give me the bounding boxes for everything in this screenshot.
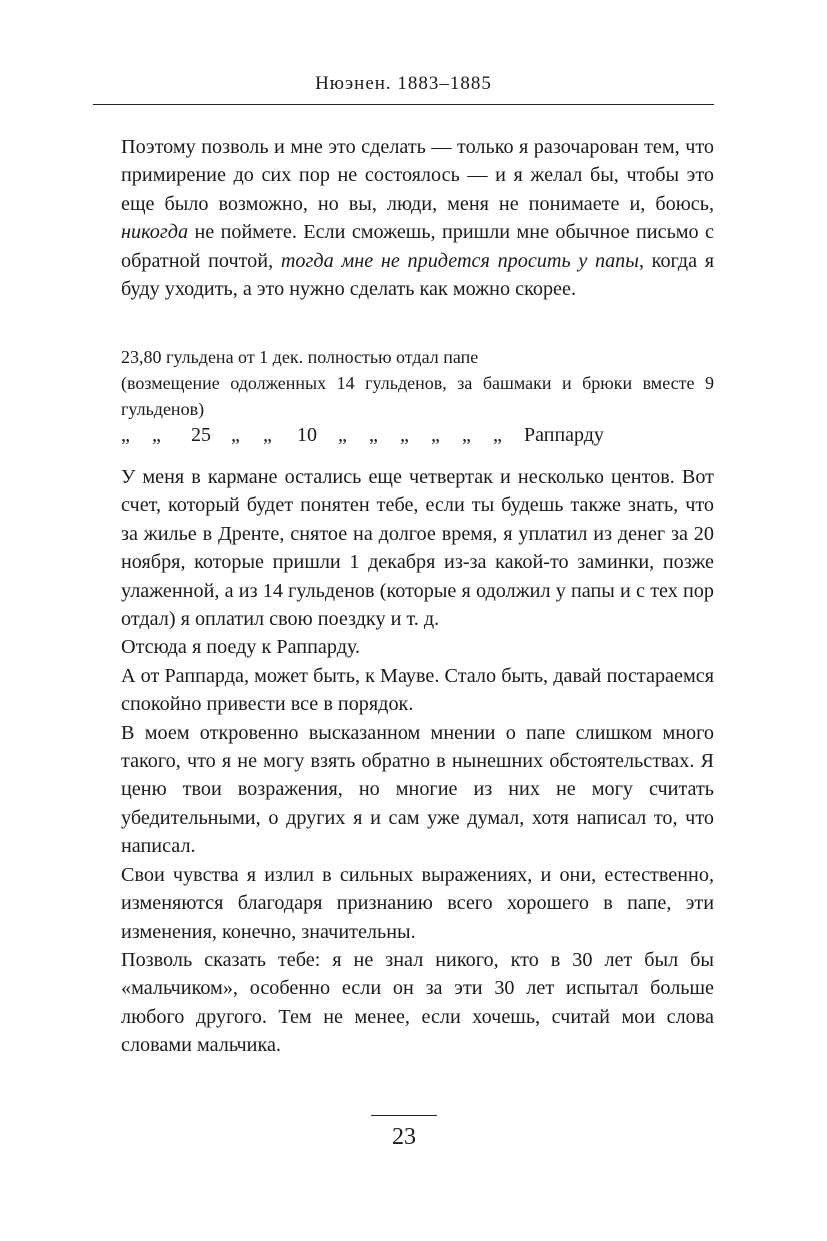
running-header: Нюэнен. 1883–1885 bbox=[315, 73, 492, 94]
ditto-mark: „ bbox=[369, 424, 378, 446]
paragraph: А от Раппарда, может быть, к Мауве. Стало быть, давай постараемся спокойно привести все в порядок. bbox=[121, 664, 714, 716]
account-amount: 25 bbox=[191, 424, 211, 446]
paragraph: Отсюда я поеду к Раппарду. bbox=[121, 636, 361, 659]
page-number: 23 bbox=[392, 1124, 416, 1150]
paragraph-1-part-a: Поэтому позволь и мне это сделать — только я разочарован тем, что примирение до сих пор не состоялось — и я желал бы, чтобы это еще было возможно, но вы, люди, меня не понимаете и, боюсь, bbox=[121, 136, 714, 215]
paragraph-1-part-b: не поймете. Если сможешь, пришли мне обычное письмо с обратной почтой, bbox=[121, 221, 714, 272]
ditto-mark: „ bbox=[462, 424, 471, 446]
body-text-bottom bbox=[121, 463, 714, 1060]
paragraph-1-italic-b: тогда мне не придется просить у папы bbox=[280, 249, 639, 272]
ditto-mark: „ bbox=[152, 424, 161, 446]
paragraph: В моем откровенно высказанном мнении о папе слишком много такого, что я не могу взять обратно в нынешних обстоятельствах. Я ценю твои возражения, но многие из них не могу считать убедительными, о других я и сам уже думал, хотя написал то, что написал. bbox=[121, 721, 714, 858]
body-text-top bbox=[121, 133, 714, 303]
account-line-3 bbox=[121, 422, 714, 452]
paragraph-1-italic-a: никогда bbox=[121, 221, 189, 244]
ditto-mark: „ bbox=[338, 424, 347, 446]
ditto-mark: „ bbox=[263, 424, 272, 446]
account-list bbox=[121, 344, 714, 452]
paragraph: У меня в кармане остались еще четвертак и несколько центов. Вот счет, который будет понятен тебе, если ты будешь также знать, что за жилье в Дренте, снятое на долгое время, я уплатил из денег за 20 ноября, которые пришли 1 декабря из-за какой-то заминки, позже улаженной, а из 14 гульденов (которые я одолжил у папы и с тех пор отдал) я оплатил свою поездку и т. д. bbox=[121, 466, 714, 631]
ditto-mark: „ bbox=[400, 424, 409, 446]
paragraph-1 bbox=[121, 133, 714, 303]
paragraph-1-part-c: , когда я буду уходить, а это нужно сделать как можно скорее. bbox=[121, 249, 715, 301]
account-line-2: (возмещение одолженных 14 гульденов, за башмаки и брюки вместе 9 гульденов) bbox=[121, 373, 714, 419]
folio-rule bbox=[371, 1115, 437, 1116]
ditto-mark: „ bbox=[121, 424, 130, 446]
header-rule bbox=[93, 104, 714, 105]
ditto-mark: „ bbox=[231, 424, 240, 446]
paragraph: Позволь сказать тебе: я не знал никого, кто в 30 лет был бы «мальчиком», особенно если он за эти 30 лет испытал больше любого другого. Тем не менее, если хочешь, считай мои слова словами мальчика. bbox=[121, 948, 714, 1057]
account-line-1: 23,80 гульдена от 1 дек. полностью отдал папе bbox=[121, 347, 479, 367]
account-recipient: Раппарду bbox=[524, 424, 604, 446]
ditto-mark: „ bbox=[431, 424, 440, 446]
paragraph: Свои чувства я излил в сильных выражениях, и они, естественно, изменяются благодаря признанию всего хорошего в папе, эти изменения, конечно, значительны. bbox=[121, 863, 714, 943]
ditto-mark: „ bbox=[493, 424, 502, 446]
account-amount: 10 bbox=[297, 424, 317, 446]
